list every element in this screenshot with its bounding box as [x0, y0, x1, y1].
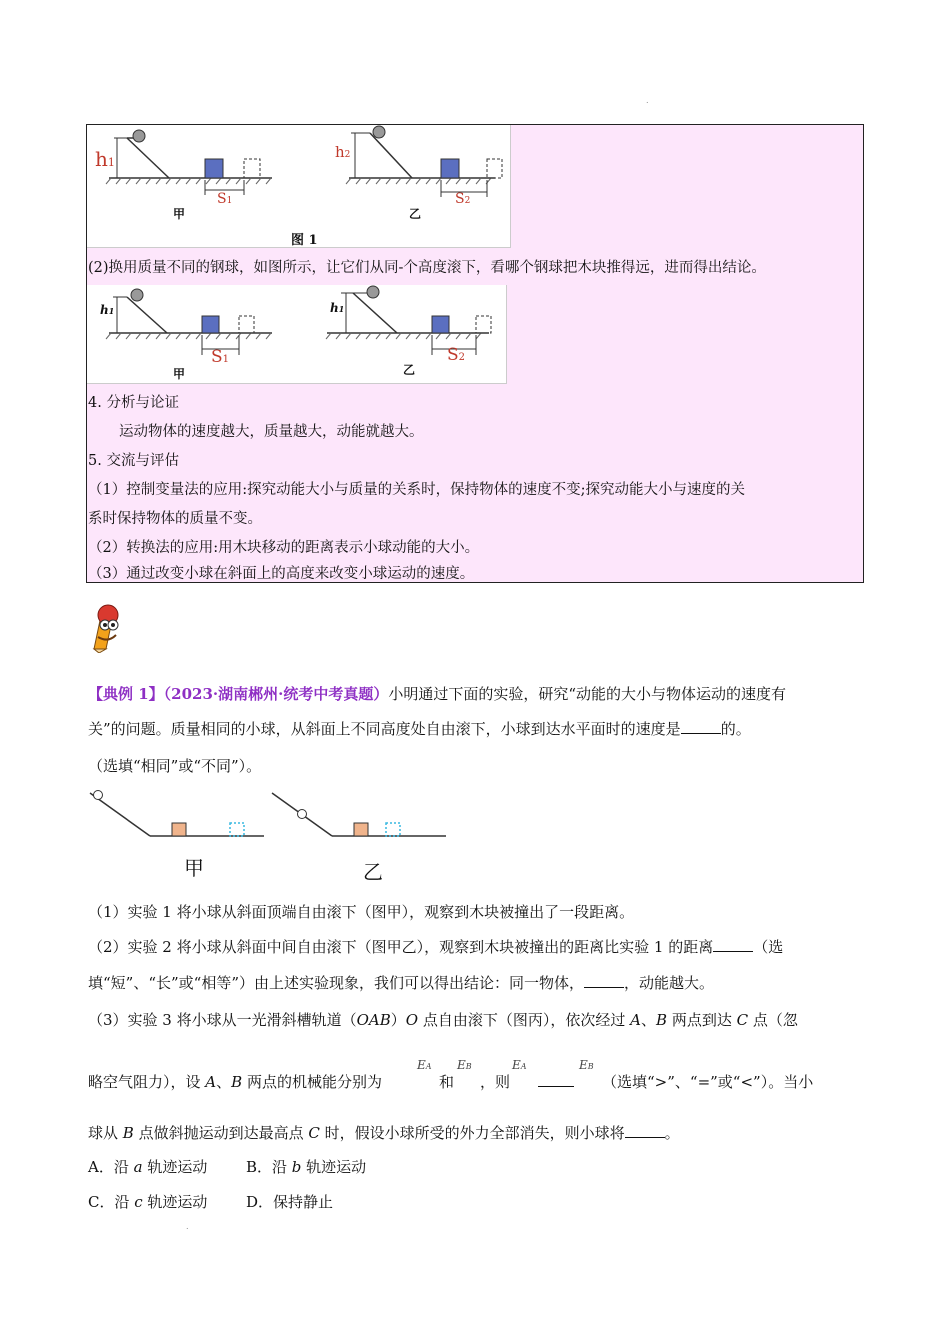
question-3-line-2-hint: （选填“>”、“=”或“<”）。当小	[602, 1073, 814, 1091]
answer-blank-2[interactable]	[713, 937, 753, 952]
example-figure	[88, 790, 468, 884]
e-b-symbol-2: EB	[579, 1058, 594, 1072]
section-4-title: 4. 分析与论证	[88, 395, 179, 411]
example-fig-caption-left: 甲	[184, 856, 204, 880]
option-d[interactable]: D．保持静止	[246, 1193, 334, 1211]
s1-label: S1	[217, 191, 233, 207]
example-source: （2023·湖南郴州·统考中考真题）	[163, 685, 389, 703]
fig2-caption-right: 乙	[403, 363, 416, 377]
figure-2	[87, 285, 507, 384]
h2-label: h2	[335, 143, 351, 161]
and-text: 和	[439, 1073, 455, 1091]
footer-dot: .	[186, 1222, 189, 1231]
fig1-caption-right: 乙	[409, 207, 422, 221]
step-2-text: (2)换用质量不同的钢球，如图所示，让它们从同-个高度滚下，看哪个钢球把木块推得远，进而得出结论。	[88, 260, 766, 276]
section-5-item-3: （3）通过改变小球在斜面上的高度来改变小球运动的速度。	[88, 566, 475, 582]
example-intro-line-1: 【典例 1】（2023·湖南郴州·统考中考真题）小明通过下面的实验，研究“动能的大小与物体运动的速度有	[88, 685, 787, 703]
e-a-symbol-2: EA	[512, 1058, 527, 1072]
example-intro-line-3: （选填“相同”或“不同”）。	[88, 757, 262, 775]
answer-blank-4[interactable]	[538, 1072, 574, 1087]
option-b[interactable]: B．沿 b 轨迹运动	[246, 1158, 367, 1176]
example-figure-diagram	[88, 790, 468, 880]
fig2-s2-label: S2	[447, 345, 466, 365]
question-1: （1）实验 1 将小球从斜面顶端自由滚下（图甲），观察到木块被撞出了一段距离。	[88, 903, 635, 921]
h1-label: h1	[95, 147, 115, 171]
question-2-line-2: 填“短”、“长”或“相等”）由上述实验现象，我们可以得出结论：同一物体， ，动能越大。	[88, 974, 715, 992]
then-text: ，则	[480, 1073, 511, 1091]
example-tag: 【典例 1】	[88, 685, 164, 703]
mascot-pencil-icon	[84, 601, 126, 653]
example-fig-caption-right: 乙	[363, 860, 383, 884]
option-c[interactable]: C．沿 c 轨迹运动	[88, 1193, 208, 1211]
e-a-symbol-1: EA	[417, 1058, 432, 1072]
section-5-item-1-line-1: （1）控制变量法的应用:探究动能大小与质量的关系时，保持物体的速度不变;探究动能大小与速度的关	[88, 482, 745, 498]
header-dot: .	[646, 96, 649, 105]
section-5-item-2: （2）转换法的应用:用木块移动的距离表示小球动能的大小。	[88, 540, 480, 556]
question-3-line-2-start: 略空气阻力），设 A、B 两点的机械能分别为	[88, 1073, 382, 1091]
fig2-s1-label: S1	[211, 347, 230, 367]
answer-blank-5[interactable]	[625, 1123, 665, 1138]
section-5-title: 5. 交流与评估	[88, 453, 179, 469]
figure-2-diagram	[87, 285, 506, 383]
answer-blank-3[interactable]	[584, 973, 624, 988]
section-5-item-1-line-2: 系时保持物体的质量不变。	[88, 511, 262, 527]
answer-blank-1[interactable]	[681, 719, 721, 734]
figure-1	[87, 125, 511, 248]
question-3-line-1: （3）实验 3 将小球从一光滑斜槽轨道（OAB）O 点自由滚下（图丙），依次经过 A、B 两点到达 C 点（忽	[88, 1011, 798, 1029]
section-4-body: 运动物体的速度越大，质量越大，动能就越大。	[119, 424, 424, 440]
fig1-caption-left: 甲	[173, 207, 186, 221]
example-intro-line-2: 关”的问题。质量相同的小球，从斜面上不同高度处自由滚下，小球到达水平面时的速度是 的。	[88, 720, 751, 738]
fig2-caption-left: 甲	[173, 367, 186, 381]
option-a[interactable]: A．沿 a 轨迹运动	[88, 1158, 208, 1176]
e-b-symbol-1: EB	[457, 1058, 472, 1072]
fig2-h1-left: h1	[100, 303, 115, 317]
fig1-caption: 图 1	[291, 233, 318, 248]
s2-label: S2	[455, 191, 471, 207]
question-3-line-3: 球从 B 点做斜抛运动到达最高点 C 时，假设小球所受的外力全部消失，则小球将 。	[88, 1124, 680, 1142]
question-2-line-1: （2）实验 2 将小球从斜面中间自由滚下（图甲乙），观察到木块被撞出的距离比实验 1 的距离 （选	[88, 938, 784, 956]
fig2-h1-right: h1	[330, 301, 345, 315]
